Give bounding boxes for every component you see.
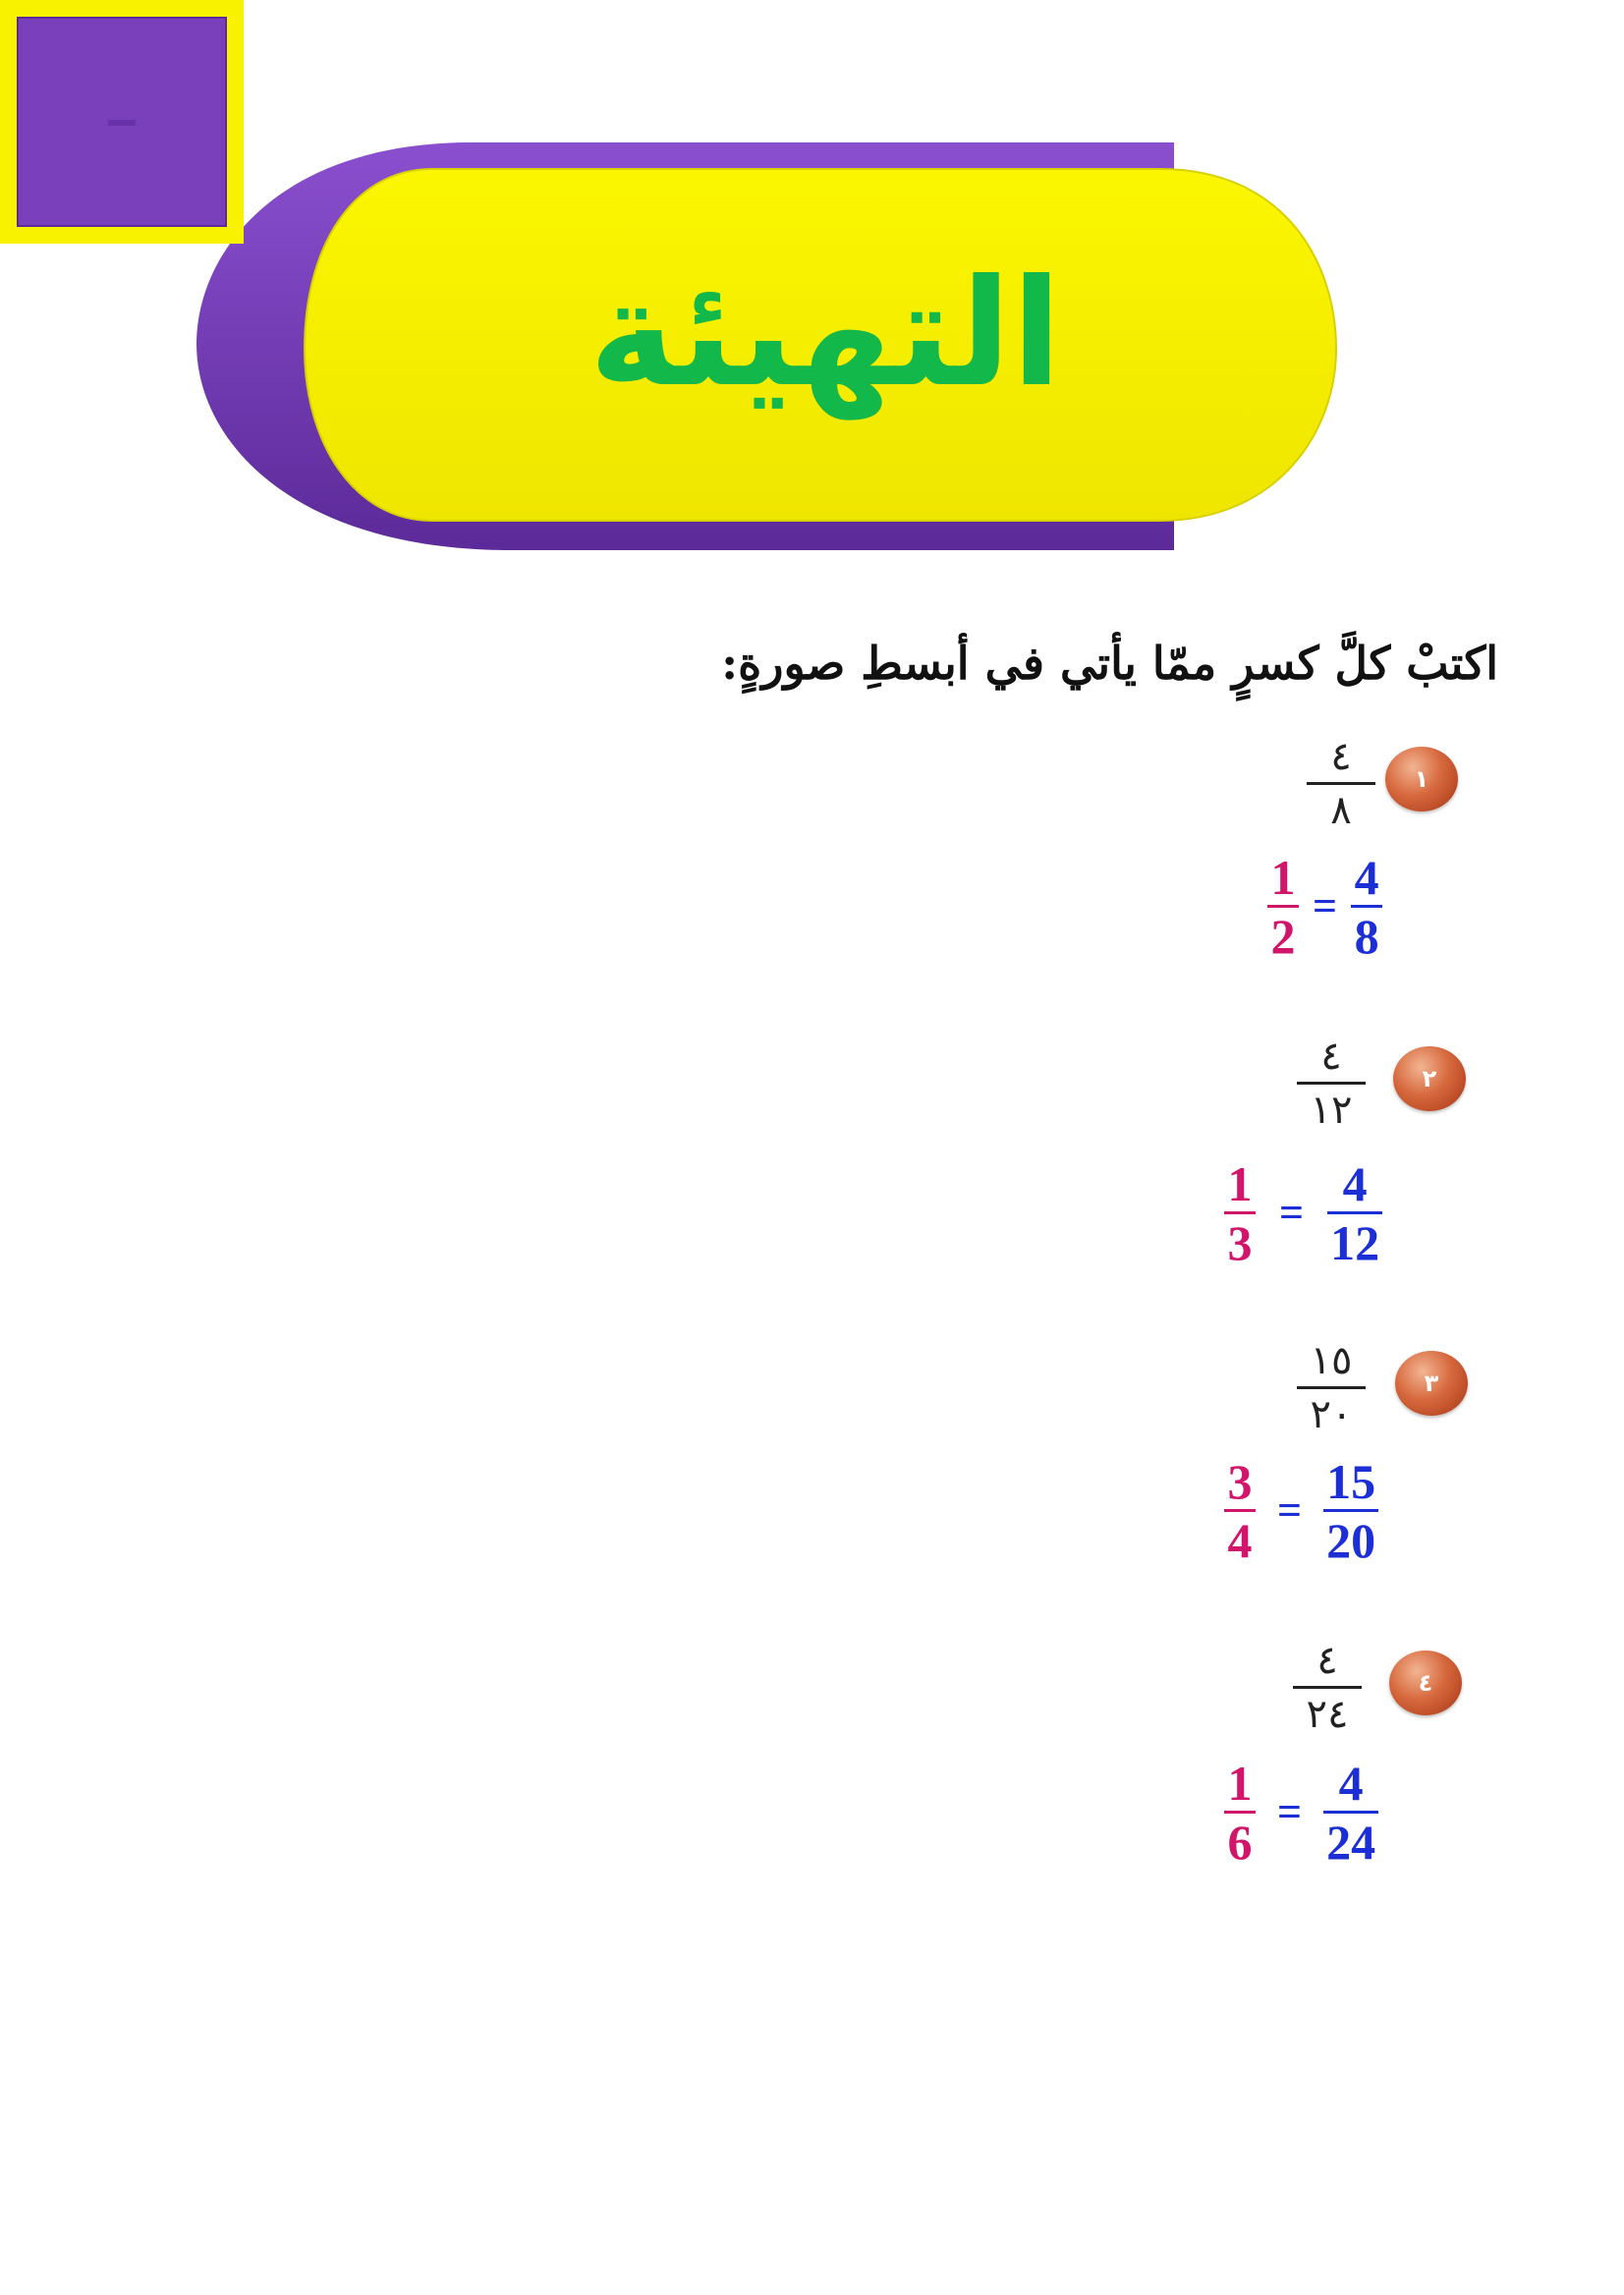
fraction-bar — [1293, 1686, 1362, 1689]
fraction-bar — [1307, 782, 1375, 785]
question-numerator: ٤ — [1330, 734, 1352, 779]
answer-equation — [1224, 1156, 1382, 1270]
question-fraction — [1307, 734, 1375, 833]
question-fraction — [1293, 1638, 1362, 1737]
original-denominator: 12 — [1330, 1215, 1380, 1270]
original-numerator: 4 — [1342, 1156, 1368, 1211]
answer-equation — [1224, 1756, 1378, 1870]
simplified-numerator: 3 — [1227, 1454, 1253, 1509]
original-fraction — [1323, 1454, 1378, 1568]
lesson-badge-icon — [0, 0, 244, 244]
simplified-numerator: 1 — [1227, 1756, 1253, 1811]
item-number-badge: ٤ — [1389, 1651, 1462, 1715]
item-number-badge: ٢ — [1393, 1046, 1466, 1111]
equals-sign: = — [1277, 1788, 1303, 1836]
equals-sign: = — [1313, 882, 1338, 930]
original-fraction — [1327, 1156, 1382, 1270]
original-fraction — [1323, 1756, 1378, 1870]
question-fraction — [1297, 1338, 1366, 1437]
question-numerator: ١٥ — [1310, 1338, 1353, 1383]
simplified-fraction — [1267, 850, 1299, 964]
fraction-bar — [1224, 1211, 1256, 1214]
fraction-bar — [1297, 1386, 1366, 1389]
fraction-bar — [1323, 1811, 1378, 1814]
simplified-denominator: 3 — [1227, 1215, 1253, 1270]
original-fraction — [1351, 850, 1382, 964]
question-denominator: ٢٤ — [1306, 1692, 1349, 1737]
original-denominator: 20 — [1326, 1513, 1376, 1568]
simplified-fraction — [1224, 1454, 1256, 1568]
fraction-bar — [1323, 1509, 1378, 1512]
page-title: التهيئة — [588, 249, 1062, 420]
simplified-numerator: 1 — [1227, 1156, 1253, 1211]
fraction-bar — [1327, 1211, 1382, 1214]
simplified-fraction — [1224, 1156, 1256, 1270]
simplified-numerator: 1 — [1270, 850, 1296, 905]
original-denominator: 8 — [1354, 909, 1379, 964]
original-numerator: 15 — [1326, 1454, 1376, 1509]
question-numerator: ٤ — [1316, 1638, 1338, 1683]
item-number-badge: ٣ — [1395, 1351, 1468, 1416]
simplified-denominator: 6 — [1227, 1815, 1253, 1870]
simplified-denominator: 4 — [1227, 1513, 1253, 1568]
fraction-bar — [1224, 1811, 1256, 1814]
answer-equation — [1224, 1454, 1378, 1568]
simplified-fraction — [1224, 1756, 1256, 1870]
question-denominator: ١٢ — [1310, 1088, 1353, 1133]
original-denominator: 24 — [1326, 1815, 1376, 1870]
simplified-denominator: 2 — [1270, 909, 1296, 964]
exercise-item — [1159, 1638, 1513, 1876]
exercise-item — [1159, 1338, 1513, 1577]
question-fraction — [1297, 1034, 1366, 1133]
question-numerator: ٤ — [1320, 1034, 1342, 1079]
question-denominator: ٢٠ — [1310, 1392, 1353, 1437]
exercise-item — [1159, 1036, 1513, 1272]
instruction-text: اكتبْ كلَّ كسرٍ ممّا يأتي في أبسطِ صورةٍ: — [721, 637, 1498, 690]
fraction-bar — [1224, 1509, 1256, 1512]
item-number-badge: ١ — [1385, 747, 1458, 812]
equals-sign: = — [1277, 1486, 1303, 1535]
original-numerator: 4 — [1354, 850, 1379, 905]
header-banner — [0, 0, 1624, 589]
fraction-bar — [1267, 905, 1299, 908]
equals-sign: = — [1279, 1189, 1305, 1237]
answer-equation — [1267, 850, 1382, 964]
exercise-item — [1159, 734, 1513, 973]
fraction-bar — [1297, 1082, 1366, 1085]
fraction-bar — [1351, 905, 1382, 908]
original-numerator: 4 — [1338, 1756, 1364, 1811]
question-denominator: ٨ — [1330, 788, 1352, 833]
